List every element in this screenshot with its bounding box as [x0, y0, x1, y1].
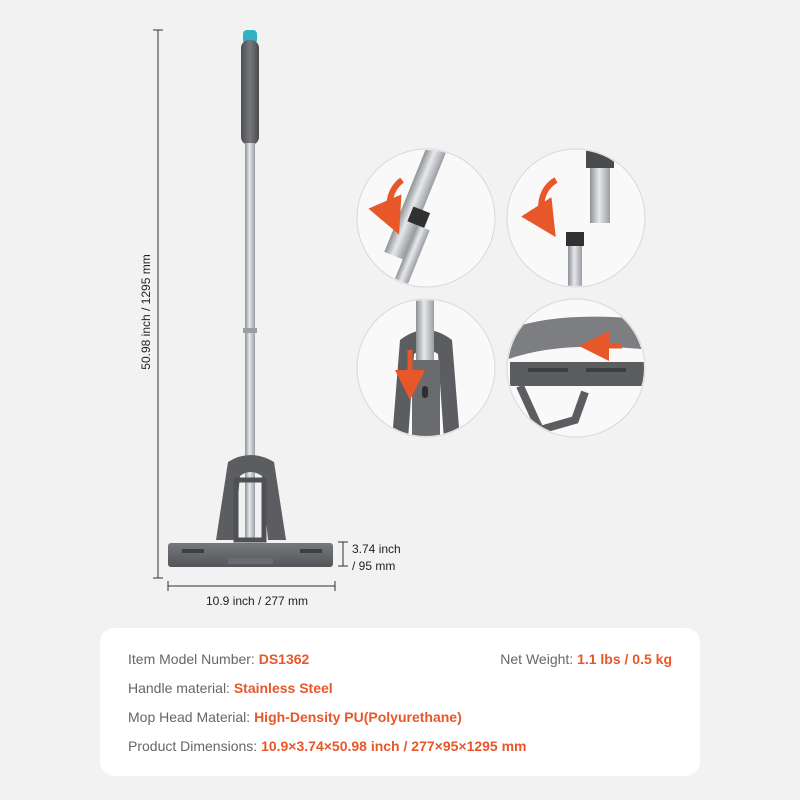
mop-head-value: High-Density PU(Polyurethane): [254, 709, 462, 725]
width-dimension-line: [168, 581, 335, 591]
height-dimension-line: [153, 30, 163, 578]
detail-rotate-lock: [507, 145, 645, 301]
handle-value: Stainless Steel: [233, 680, 333, 696]
thickness-dimension-line: [338, 542, 348, 566]
mop-illustration: [168, 30, 333, 567]
dimensions-label: Product Dimensions:: [128, 738, 258, 754]
dimensions-value: 10.9×3.74×50.98 inch / 277×95×1295 mm: [261, 738, 527, 754]
detail-slide-head: [506, 299, 650, 437]
handle-label: Handle material:: [128, 680, 230, 696]
model-label: Item Model Number:: [128, 651, 255, 667]
model-value: DS1362: [258, 651, 310, 667]
spec-model: [128, 651, 309, 667]
mop-head-label: Mop Head Material:: [128, 709, 251, 725]
thickness-inch: 3.74 inch: [352, 542, 401, 556]
spec-handle: [128, 680, 333, 696]
detail-rotate-unlock: [357, 141, 495, 296]
spec-card: [100, 628, 700, 776]
spec-dimensions: [128, 738, 527, 754]
thickness-mm: / 95 mm: [352, 559, 396, 573]
net-weight-value: 1.1 lbs / 0.5 kg: [577, 651, 672, 667]
width-label: 10.9 inch / 277 mm: [206, 594, 309, 608]
spec-mop-head: [128, 709, 462, 725]
thickness-label: [352, 541, 401, 575]
detail-insert-handle: [357, 299, 495, 440]
height-label: 50.98 inch / 1295 mm: [139, 254, 153, 370]
spec-net-weight: [500, 651, 672, 667]
net-weight-label: Net Weight:: [500, 651, 574, 667]
